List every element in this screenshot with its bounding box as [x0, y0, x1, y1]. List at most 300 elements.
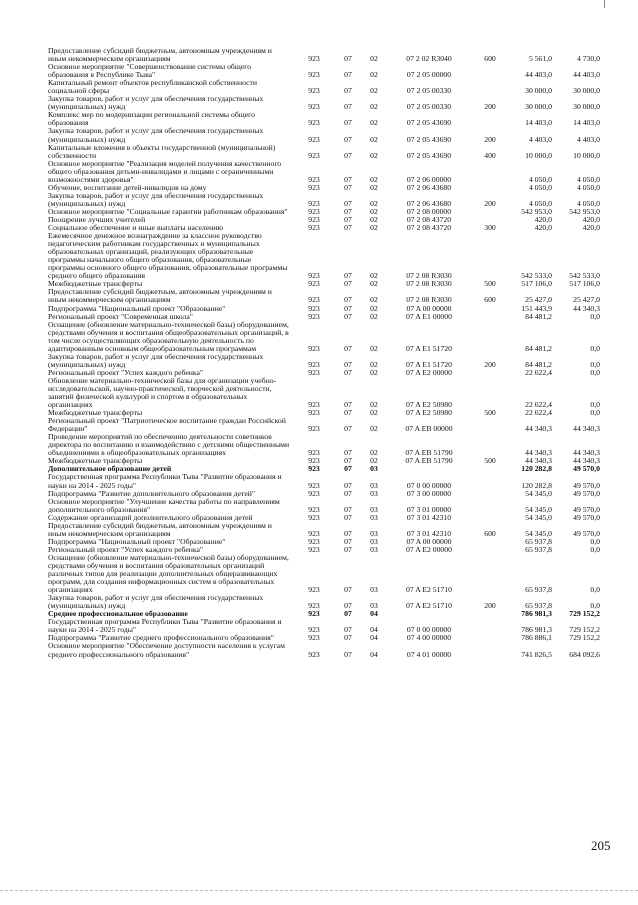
- row-vr: [472, 490, 508, 498]
- row-sum-2024: 120 282,8: [521, 464, 552, 474]
- row-name: Капитальные вложения в объекты государственной (муниципальной) собственности: [48, 142, 276, 160]
- row-vr: [472, 321, 508, 353]
- row-csr: 07 A E2 51710: [406, 585, 452, 595]
- row-name: Проведение мероприятий по обеспечению деятельности советников директора по воспитанию и взаимодействию с детскими общественными объединениями в общеобразовательных организациях: [48, 432, 290, 458]
- row-name: Основное мероприятие "Совершенствование системы общего образования в Республике Тыва": [48, 62, 251, 80]
- row-ved: 923: [308, 625, 320, 635]
- row-pr: 04: [370, 625, 378, 635]
- row-vr: [472, 160, 508, 184]
- scan-edge: [0, 890, 638, 892]
- row-sum-2024: 517 106,0: [521, 279, 552, 289]
- row-sum-2024: 120 282,8: [521, 480, 552, 490]
- row-sum-2025: 0,0: [590, 536, 600, 546]
- row-name: Государственная программа Республики Тыва "Развитие образования и науки на 2014 - 2025 годы": [48, 472, 282, 490]
- row-name: Оснащение (обновление материально-технической базы) оборудованием, средствами обучения и воспитания образовательных организаций различных типов для реализации дополнительных общеразвивающих программ, для создания информационных систем в образовательных организациях: [48, 552, 289, 595]
- row-vr: [472, 514, 508, 522]
- row-ved: 923: [308, 102, 320, 112]
- row-ved: 923: [308, 488, 320, 498]
- row-name: Межбюджетные трансферты: [48, 456, 143, 466]
- row-name: Региональный проект "Успех каждого ребенка": [48, 367, 204, 377]
- row-pr: 04: [370, 609, 378, 619]
- row-pr: 02: [370, 400, 378, 410]
- row-sum-2025: 420,0: [582, 214, 600, 224]
- row-name: Предоставление субсидий бюджетным, автономным учреждениям и иным некоммерческим организациям: [48, 287, 272, 305]
- row-rz: 07: [344, 70, 352, 80]
- row-vr: [472, 546, 508, 554]
- row-rz: 07: [344, 649, 352, 659]
- row-name: Подпрограмма "Национальный проект "Образование": [48, 303, 226, 313]
- row-sum-2024: 44 403,0: [525, 70, 552, 80]
- row-pr: 03: [370, 512, 378, 522]
- row-sum-2024: 44 340,3: [525, 448, 552, 458]
- row-name: Предоставление субсидий бюджетным, автономным учреждениям и иным некоммерческим организациям: [48, 46, 272, 64]
- row-ved: 923: [308, 601, 320, 611]
- row-ved: 923: [308, 295, 320, 305]
- row-ved: 923: [308, 408, 320, 418]
- row-pr: 02: [370, 86, 378, 96]
- row-rz: 07: [344, 585, 352, 595]
- row-ved: 923: [308, 311, 320, 321]
- row-csr: 07 2 05 00330: [406, 102, 452, 112]
- row-sum-2024: 54 345,0: [525, 488, 552, 498]
- row-sum-2024: 30 000,0: [525, 102, 552, 112]
- row-sum-2025: 30 000,0: [573, 102, 600, 112]
- row-pr: 02: [370, 359, 378, 369]
- row-sum-2025: 49 570,0: [573, 528, 600, 538]
- row-sum-2024: 65 937,8: [525, 536, 552, 546]
- row-ved: 923: [308, 223, 320, 233]
- row-rz: 07: [344, 86, 352, 96]
- row-name: Основное мероприятие "Социальные гарантии работникам образования": [48, 206, 288, 216]
- row-name: Оснащение (обновление материально-технической базы) оборудованием, средствами обучения и воспитания общеобразовательных организаций, в том числе осуществляющих образовательную деятельность по адаптированным основным общеобразовательным программам: [48, 319, 289, 353]
- row-rz: 07: [344, 367, 352, 377]
- row-vr: 200: [484, 102, 496, 112]
- row-ved: 923: [308, 448, 320, 458]
- row-ved: 923: [308, 633, 320, 643]
- row-vr: 200: [484, 198, 496, 208]
- row-ved: 923: [308, 456, 320, 466]
- row-sum-2025: 0,0: [590, 408, 600, 418]
- row-vr: [472, 642, 508, 658]
- row-ved: 923: [308, 359, 320, 369]
- row-vr: 500: [484, 408, 496, 418]
- row-pr: 04: [370, 633, 378, 643]
- row-sum-2025: 4 730,0: [576, 54, 600, 64]
- row-csr: 07 A EB 51790: [405, 448, 453, 458]
- row-sum-2025: 420,0: [582, 223, 600, 233]
- row-sum-2025: 25 427,0: [573, 295, 600, 305]
- row-vr: 400: [484, 150, 496, 160]
- row-rz: 07: [344, 424, 352, 434]
- row-sum-2024: 786 981,3: [521, 625, 552, 635]
- row-ved: 923: [308, 512, 320, 522]
- row-rz: 07: [344, 601, 352, 611]
- row-rz: 07: [344, 303, 352, 313]
- row-name: Содержание организаций дополнительного образования детей: [48, 512, 253, 522]
- row-ved: 923: [308, 504, 320, 514]
- row-ved: 923: [308, 271, 320, 281]
- row-rz: 07: [344, 206, 352, 216]
- row-vr: [472, 538, 508, 546]
- budget-table: [48, 47, 600, 659]
- row-rz: 07: [344, 118, 352, 128]
- row-csr: 07 A EB 51790: [405, 456, 453, 466]
- row-sum-2025: 0,0: [590, 400, 600, 410]
- row-name: Подпрограмма "Национальный проект "Образование": [48, 536, 226, 546]
- row-pr: 03: [370, 528, 378, 538]
- row-pr: 02: [370, 456, 378, 466]
- row-csr: 07 A E2 50980: [406, 408, 452, 418]
- row-sum-2024: 84 481,2: [525, 343, 552, 353]
- table-row: [48, 63, 600, 79]
- row-sum-2024: 5 561,0: [528, 54, 552, 64]
- table-row: [48, 642, 600, 658]
- row-sum-2025: 14 403,0: [573, 118, 600, 128]
- row-sum-2024: 4 403,0: [528, 134, 552, 144]
- row-ved: 923: [308, 54, 320, 64]
- row-rz: 07: [344, 279, 352, 289]
- row-pr: 02: [370, 448, 378, 458]
- row-name: Закупка товаров, работ и услуг для обеспечения государственных (муниципальных) нужд: [48, 593, 264, 611]
- row-pr: 03: [370, 536, 378, 546]
- row-name: Региональный проект "Успех каждого ребенка": [48, 544, 204, 554]
- row-pr: 02: [370, 408, 378, 418]
- row-pr: 02: [370, 206, 378, 216]
- table-row: [48, 433, 600, 457]
- row-csr: 07 2 05 00000: [406, 70, 452, 80]
- row-sum-2024: 44 340,3: [525, 424, 552, 434]
- row-pr: 02: [370, 295, 378, 305]
- row-ved: 923: [308, 424, 320, 434]
- row-sum-2025: 44 340,3: [573, 448, 600, 458]
- row-rz: 07: [344, 504, 352, 514]
- row-name: Закупка товаров, работ и услуг для обеспечения государственных (муниципальных) нужд: [48, 351, 264, 369]
- row-sum-2025: 10 000,0: [573, 150, 600, 160]
- row-ved: 923: [308, 649, 320, 659]
- row-name: Подпрограмма "Развитие среднего профессионального образования": [48, 633, 274, 643]
- row-name: Обучение, воспитание детей-инвалидов на дому: [48, 182, 207, 192]
- row-ved: 923: [308, 182, 320, 192]
- row-vr: [472, 618, 508, 634]
- row-rz: 07: [344, 408, 352, 418]
- row-sum-2025: 4 403,0: [576, 134, 600, 144]
- table-row: [48, 144, 600, 160]
- row-name: Социальное обеспечение и иные выплаты населению: [48, 223, 224, 233]
- row-pr: 03: [370, 585, 378, 595]
- row-csr: 07 A EB 00000: [405, 424, 453, 434]
- row-sum-2025: 49 570,0: [573, 480, 600, 490]
- row-rz: 07: [344, 456, 352, 466]
- row-ved: 923: [308, 480, 320, 490]
- row-rz: 07: [344, 464, 352, 474]
- row-ved: 923: [308, 70, 320, 80]
- row-pr: 02: [370, 279, 378, 289]
- row-pr: 02: [370, 118, 378, 128]
- row-ved: 923: [308, 134, 320, 144]
- row-sum-2024: 420,0: [534, 223, 552, 233]
- row-ved: 923: [308, 528, 320, 538]
- row-name: Капитальный ремонт объектов республиканской собственности социальной сферы: [48, 78, 258, 96]
- row-vr: 300: [484, 223, 496, 233]
- row-name: Подпрограмма "Развитие дополнительного образования детей": [48, 488, 256, 498]
- row-name: Межбюджетные трансферты: [48, 279, 143, 289]
- row-vr: 200: [484, 601, 496, 611]
- row-sum-2024: 542 533,0: [521, 271, 552, 281]
- row-rz: 07: [344, 182, 352, 192]
- row-sum-2025: 49 570,0: [573, 512, 600, 522]
- row-vr: 200: [484, 134, 496, 144]
- row-csr: 07 0 00 00000: [406, 625, 452, 635]
- row-ved: 923: [308, 343, 320, 353]
- row-sum-2024: 786 981,3: [521, 609, 552, 619]
- table-row: [48, 111, 600, 127]
- row-sum-2024: 84 481,2: [525, 311, 552, 321]
- table-row: [48, 473, 600, 489]
- row-vr: [472, 377, 508, 409]
- row-vr: 600: [484, 528, 496, 538]
- row-sum-2024: 4 050,0: [528, 198, 552, 208]
- row-ved: 923: [308, 214, 320, 224]
- row-sum-2025: 44 403,0: [573, 70, 600, 80]
- row-name: Основное мероприятие "Обеспечение доступности населения к услугам среднего профессионального образования": [48, 641, 285, 659]
- row-csr: 07 A E2 00000: [406, 544, 452, 554]
- row-ved: 923: [308, 585, 320, 595]
- row-csr: 07 2 02 R3040: [406, 54, 452, 64]
- row-csr: 07 A E1 51720: [406, 359, 452, 369]
- row-vr: [472, 417, 508, 433]
- row-vr: [472, 465, 508, 473]
- row-sum-2024: 10 000,0: [525, 150, 552, 160]
- row-rz: 07: [344, 536, 352, 546]
- row-csr: 07 A E1 00000: [406, 311, 452, 321]
- row-csr: 07 2 08 R3030: [406, 279, 452, 289]
- row-name: Региональный проект "Современная школа": [48, 311, 193, 321]
- page-number: 205: [591, 838, 611, 853]
- row-vr: [472, 313, 508, 321]
- row-rz: 07: [344, 223, 352, 233]
- row-rz: 07: [344, 271, 352, 281]
- row-ved: 923: [308, 400, 320, 410]
- row-csr: 07 A 00 00000: [406, 303, 452, 313]
- row-csr: 07 3 01 00000: [406, 504, 452, 514]
- table-row: [48, 522, 600, 538]
- row-sum-2024: 54 345,0: [525, 528, 552, 538]
- row-name: Дополнительное образование детей: [48, 464, 172, 474]
- row-name: Основное мероприятие "Улучшение качества работы по направлениям дополнительного образования": [48, 496, 280, 514]
- row-pr: 03: [370, 464, 378, 474]
- row-rz: 07: [344, 134, 352, 144]
- row-sum-2024: 22 622,4: [525, 367, 552, 377]
- row-ved: 923: [308, 303, 320, 313]
- row-sum-2024: 786 886,1: [521, 633, 552, 643]
- row-sum-2024: 22 622,4: [525, 400, 552, 410]
- row-rz: 07: [344, 198, 352, 208]
- row-rz: 07: [344, 488, 352, 498]
- row-rz: 07: [344, 102, 352, 112]
- row-ved: 923: [308, 536, 320, 546]
- row-sum-2025: 684 092,6: [569, 649, 600, 659]
- row-pr: 02: [370, 198, 378, 208]
- row-vr: [472, 232, 508, 280]
- row-sum-2025: 729 152,2: [569, 625, 600, 635]
- row-csr: 07 2 05 00330: [406, 86, 452, 96]
- table-row: [48, 554, 600, 594]
- row-pr: 02: [370, 54, 378, 64]
- row-name: Поощрение лучших учителей: [48, 214, 146, 224]
- row-sum-2024: 741 826,5: [521, 649, 552, 659]
- row-csr: 07 3 01 42310: [406, 528, 452, 538]
- row-csr: 07 2 06 43680: [406, 182, 452, 192]
- row-pr: 02: [370, 174, 378, 184]
- table-row: [48, 127, 600, 143]
- row-rz: 07: [344, 400, 352, 410]
- row-sum-2025: 49 570,0: [573, 488, 600, 498]
- row-sum-2025: 44 340,3: [573, 424, 600, 434]
- row-pr: 03: [370, 544, 378, 554]
- row-pr: 03: [370, 480, 378, 490]
- row-sum-2024: 54 345,0: [525, 512, 552, 522]
- row-csr: 07 A E2 50980: [406, 400, 452, 410]
- row-rz: 07: [344, 625, 352, 635]
- table-row: [48, 232, 600, 280]
- table-row: [48, 79, 600, 95]
- row-sum-2024: 65 937,8: [525, 601, 552, 611]
- row-ved: 923: [308, 198, 320, 208]
- row-pr: 02: [370, 102, 378, 112]
- row-sum-2025: 729 152,2: [569, 633, 600, 643]
- row-pr: 02: [370, 223, 378, 233]
- table-row: [48, 321, 600, 353]
- row-rz: 07: [344, 359, 352, 369]
- row-csr: 07 2 08 R3030: [406, 271, 452, 281]
- row-ved: 923: [308, 464, 320, 474]
- row-sum-2025: 44 340,3: [573, 303, 600, 313]
- row-rz: 07: [344, 448, 352, 458]
- row-rz: 07: [344, 54, 352, 64]
- table-row: [48, 594, 600, 610]
- row-vr: [472, 305, 508, 313]
- row-sum-2025: 0,0: [590, 544, 600, 554]
- row-csr: 07 3 00 00000: [406, 488, 452, 498]
- row-pr: 02: [370, 150, 378, 160]
- row-csr: 07 2 06 43680: [406, 198, 452, 208]
- row-ved: 923: [308, 206, 320, 216]
- row-sum-2024: 44 340,3: [525, 456, 552, 466]
- row-csr: 07 2 05 43690: [406, 134, 452, 144]
- row-csr: 07 A E2 51710: [406, 601, 452, 611]
- row-sum-2025: 4 050,0: [576, 198, 600, 208]
- row-sum-2025: 542 953,0: [569, 206, 600, 216]
- row-sum-2024: 14 403,0: [525, 118, 552, 128]
- row-ved: 923: [308, 367, 320, 377]
- row-sum-2025: 542 533,0: [569, 271, 600, 281]
- row-pr: 02: [370, 303, 378, 313]
- row-sum-2024: 420,0: [534, 214, 552, 224]
- row-name: Государственная программа Республики Тыва "Развитие образования и науки на 2014 - 2025 годы": [48, 617, 282, 635]
- row-pr: 02: [370, 367, 378, 377]
- table-row: [48, 353, 600, 369]
- row-name: Межбюджетные трансферты: [48, 408, 143, 418]
- table-row: [48, 160, 600, 184]
- row-csr: 07 2 08 R3030: [406, 295, 452, 305]
- row-ved: 923: [308, 150, 320, 160]
- row-name: Предоставление субсидий бюджетным, автономным учреждениям и иным некоммерческим организациям: [48, 520, 272, 538]
- row-csr: 07 2 08 43720: [406, 214, 452, 224]
- row-csr: 07 4 01 00000: [406, 649, 452, 659]
- row-csr: 07 2 08 43720: [406, 223, 452, 233]
- row-rz: 07: [344, 295, 352, 305]
- row-name: Обновление материально-технической базы для организации учебно-исследовательской, научно-практической, творческой деятельности, занятий физической культурой и спортом в образовательных организациях: [48, 375, 277, 410]
- row-vr: [472, 554, 508, 594]
- row-pr: 02: [370, 311, 378, 321]
- row-rz: 07: [344, 343, 352, 353]
- row-pr: 02: [370, 182, 378, 192]
- row-csr: 07 4 00 00000: [406, 633, 452, 643]
- row-pr: 02: [370, 271, 378, 281]
- row-sum-2025: 4 050,0: [576, 174, 600, 184]
- row-ved: 923: [308, 279, 320, 289]
- row-rz: 07: [344, 633, 352, 643]
- row-csr: 07 0 00 00000: [406, 480, 452, 490]
- row-csr: 07 3 01 42310: [406, 512, 452, 522]
- table-row: [48, 618, 600, 634]
- row-name: Комплекс мер по модернизации региональной системы общего образования: [48, 110, 255, 128]
- row-name: Региональный проект "Патриотическое воспитание граждан Российской Федерации": [48, 416, 286, 434]
- table-row: [48, 192, 600, 208]
- row-sum-2025: 517 106,0: [569, 279, 600, 289]
- row-vr: [472, 473, 508, 489]
- row-pr: 04: [370, 649, 378, 659]
- row-sum-2024: 65 937,8: [525, 544, 552, 554]
- row-name: Среднее профессиональное образование: [48, 609, 188, 619]
- row-pr: 03: [370, 601, 378, 611]
- row-sum-2024: 30 000,0: [525, 86, 552, 96]
- row-vr: [472, 433, 508, 457]
- row-vr: [472, 79, 508, 95]
- row-csr: 07 2 05 43690: [406, 118, 452, 128]
- row-name: Закупка товаров, работ и услуг для обеспечения государственных (муниципальных) нужд: [48, 126, 264, 144]
- table-row: [48, 95, 600, 111]
- row-ved: 923: [308, 174, 320, 184]
- row-ved: 923: [308, 544, 320, 554]
- row-sum-2024: 4 050,0: [528, 174, 552, 184]
- row-sum-2025: 0,0: [590, 343, 600, 353]
- row-pr: 02: [370, 343, 378, 353]
- row-rz: 07: [344, 480, 352, 490]
- row-vr: [472, 111, 508, 127]
- row-ved: 923: [308, 118, 320, 128]
- row-sum-2025: 4 050,0: [576, 182, 600, 192]
- row-sum-2024: 54 345,0: [525, 504, 552, 514]
- row-pr: 02: [370, 424, 378, 434]
- table-row: [48, 47, 600, 63]
- row-vr: [472, 63, 508, 79]
- row-csr: 07 2 08 00000: [406, 206, 452, 216]
- row-pr: 02: [370, 134, 378, 144]
- row-rz: 07: [344, 150, 352, 160]
- row-sum-2024: 4 050,0: [528, 182, 552, 192]
- row-vr: [472, 634, 508, 642]
- row-sum-2025: 0,0: [590, 367, 600, 377]
- row-csr: 07 2 06 00000: [406, 174, 452, 184]
- row-rz: 07: [344, 609, 352, 619]
- row-pr: 02: [370, 214, 378, 224]
- row-pr: 03: [370, 488, 378, 498]
- row-sum-2025: 49 570,0: [573, 504, 600, 514]
- row-vr: [472, 610, 508, 618]
- row-vr: 500: [484, 456, 496, 466]
- row-name: Ежемесячное денежное вознаграждение за классное руководство педагогическим работникам государственных и муниципальных образовательных организаций, реализующих образовательные программы начального общего образования, образовательные программы основного общего образования, образовательные программы среднего общего образования: [48, 231, 288, 281]
